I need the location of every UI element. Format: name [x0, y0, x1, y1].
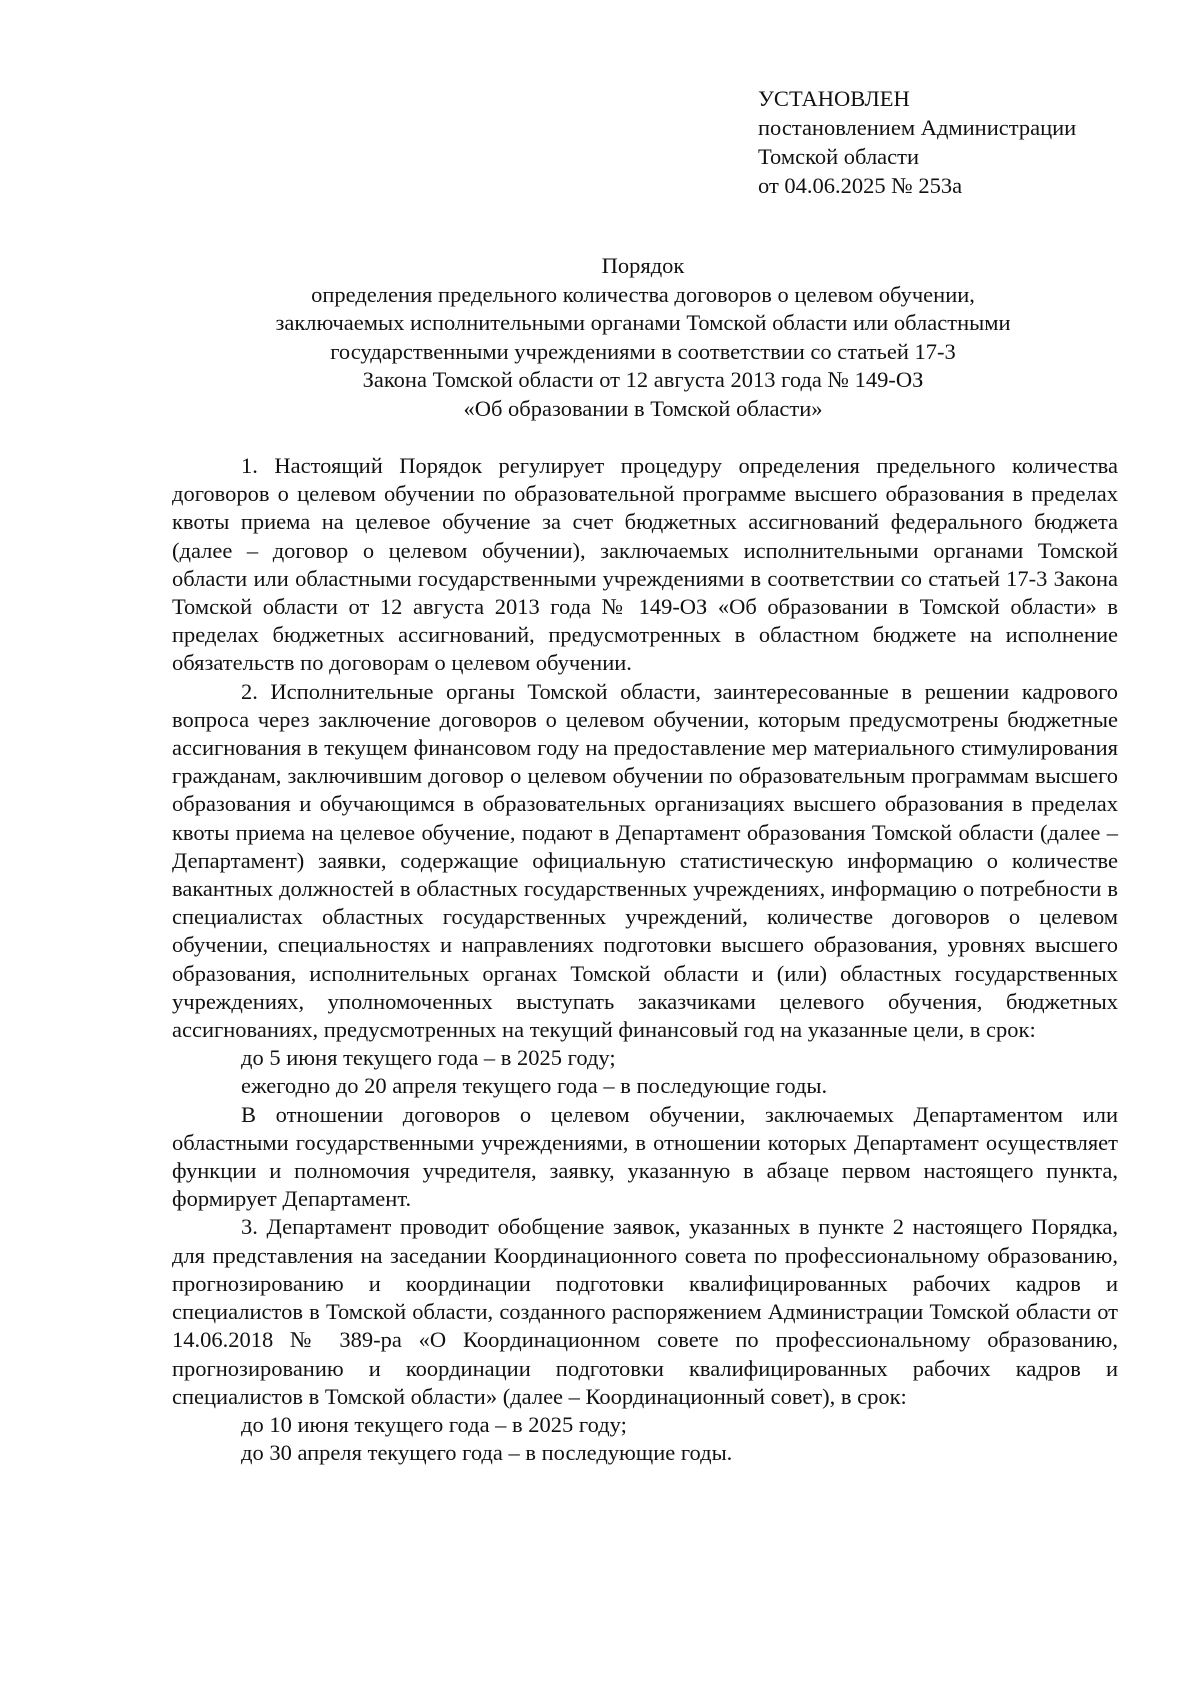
document-body	[172, 452, 1118, 1467]
paragraph-1: 1. Настоящий Порядок регулирует процедуру определения предельного количества договоров о целевом обучении по образовательной программе высшего образования в пределах квоты приема на целевое обучение за счет бюджетных ассигнований федерального бюджета (далее – договор о целевом обучении), заключаемых исполнительными органами Томской области или областными государственными учреждениями в соответствии со статьей 17-3 Закона Томской области от 12 августа 2013 года № 149-ОЗ «Об образовании в Томской области» в пределах бюджетных ассигнований, предусмотренных в областном бюджете на исполнение обязательств по договорам о целевом обучении.	[172, 453, 1118, 676]
approval-stamp-block	[758, 84, 1158, 200]
title-line-5: Закона Томской области от 12 августа 2013 года № 149-ОЗ	[362, 367, 924, 393]
title-line-3: заключаемых исполнительными органами Томской области или областными	[275, 310, 1011, 336]
paragraph-2: 2. Исполнительные органы Томской области, заинтересованные в решении кадрового вопроса через заключение договоров о целевом обучении, которым предусмотрены бюджетные ассигнования в текущем финансовом году на предоставление мер материального стимулирования гражданам, заключившим договор о целевом обучении по образовательным программам высшего образования и обучающимся в образовательных организациях высшего образования в пределах квоты приема на целевое обучение, подают в Департамент образования Томской области (далее – Департамент) заявки, содержащие официальную статистическую информацию о количестве вакантных должностей в областных государственных учреждениях, информацию о потребности в специалистах областных государственных учреждений, количестве договоров о целевом обучении, специальностях и направлениях подготовки высшего образования, уровнях высшего образования, исполнительных органах Томской области и (или) областных государственных учреждениях, уполномоченных выступать заказчиками целевого обучения, бюджетных ассигнованиях, предусмотренных на текущий финансовый год на указанные цели, в срок:	[172, 678, 1118, 1043]
paragraph-2-note: В отношении договоров о целевом обучении, заключаемых Департаментом или областными государственными учреждениями, в отношении которых Департамент осуществляет функции и полномочия учредителя, заявку, указанную в абзаце первом настоящего пункта, формирует Департамент.	[172, 1101, 1118, 1212]
paragraph-3: 3. Департамент проводит обобщение заявок, указанных в пункте 2 настоящего Порядка, для представления на заседании Координационного совета по профессиональному образованию, прогнозированию и координации подготовки квалифицированных рабочих кадров и специалистов в Томской области, созданного распоряжением Администрации Томской области от 14.06.2018 № 389-ра «О Координационном совете по профессиональному образованию, прогнозированию и координации подготовки квалифицированных рабочих кадров и специалистов в Томской области» (далее – Координационный совет), в срок:	[172, 1214, 1118, 1409]
paragraph-2-deadline-later: ежегодно до 20 апреля текущего года – в последующие годы.	[241, 1073, 828, 1099]
approval-issuer: постановлением Администрации	[758, 115, 1077, 140]
paragraph-3-deadline-later: до 30 апреля текущего года – в последующие годы.	[241, 1440, 733, 1466]
title-line-2: определения предельного количества договоров о целевом обучении,	[311, 281, 975, 307]
title-line-6: «Об образовании в Томской области»	[463, 395, 823, 421]
paragraph-2-deadline-2025: до 5 июня текущего года – в 2025 году;	[241, 1045, 616, 1071]
paragraph-3-deadline-2025: до 10 июня текущего года – в 2025 году;	[241, 1411, 627, 1437]
document-title	[170, 252, 1116, 424]
approval-region: Томской области	[758, 144, 920, 169]
approval-heading: УСТАНОВЛЕН	[758, 86, 910, 111]
title-line-1: Порядок	[601, 253, 685, 278]
title-line-4: государственными учреждениями в соответствии со статьей 17-3	[330, 338, 956, 364]
approval-date-number: от 04.06.2025 № 253а	[758, 173, 963, 198]
